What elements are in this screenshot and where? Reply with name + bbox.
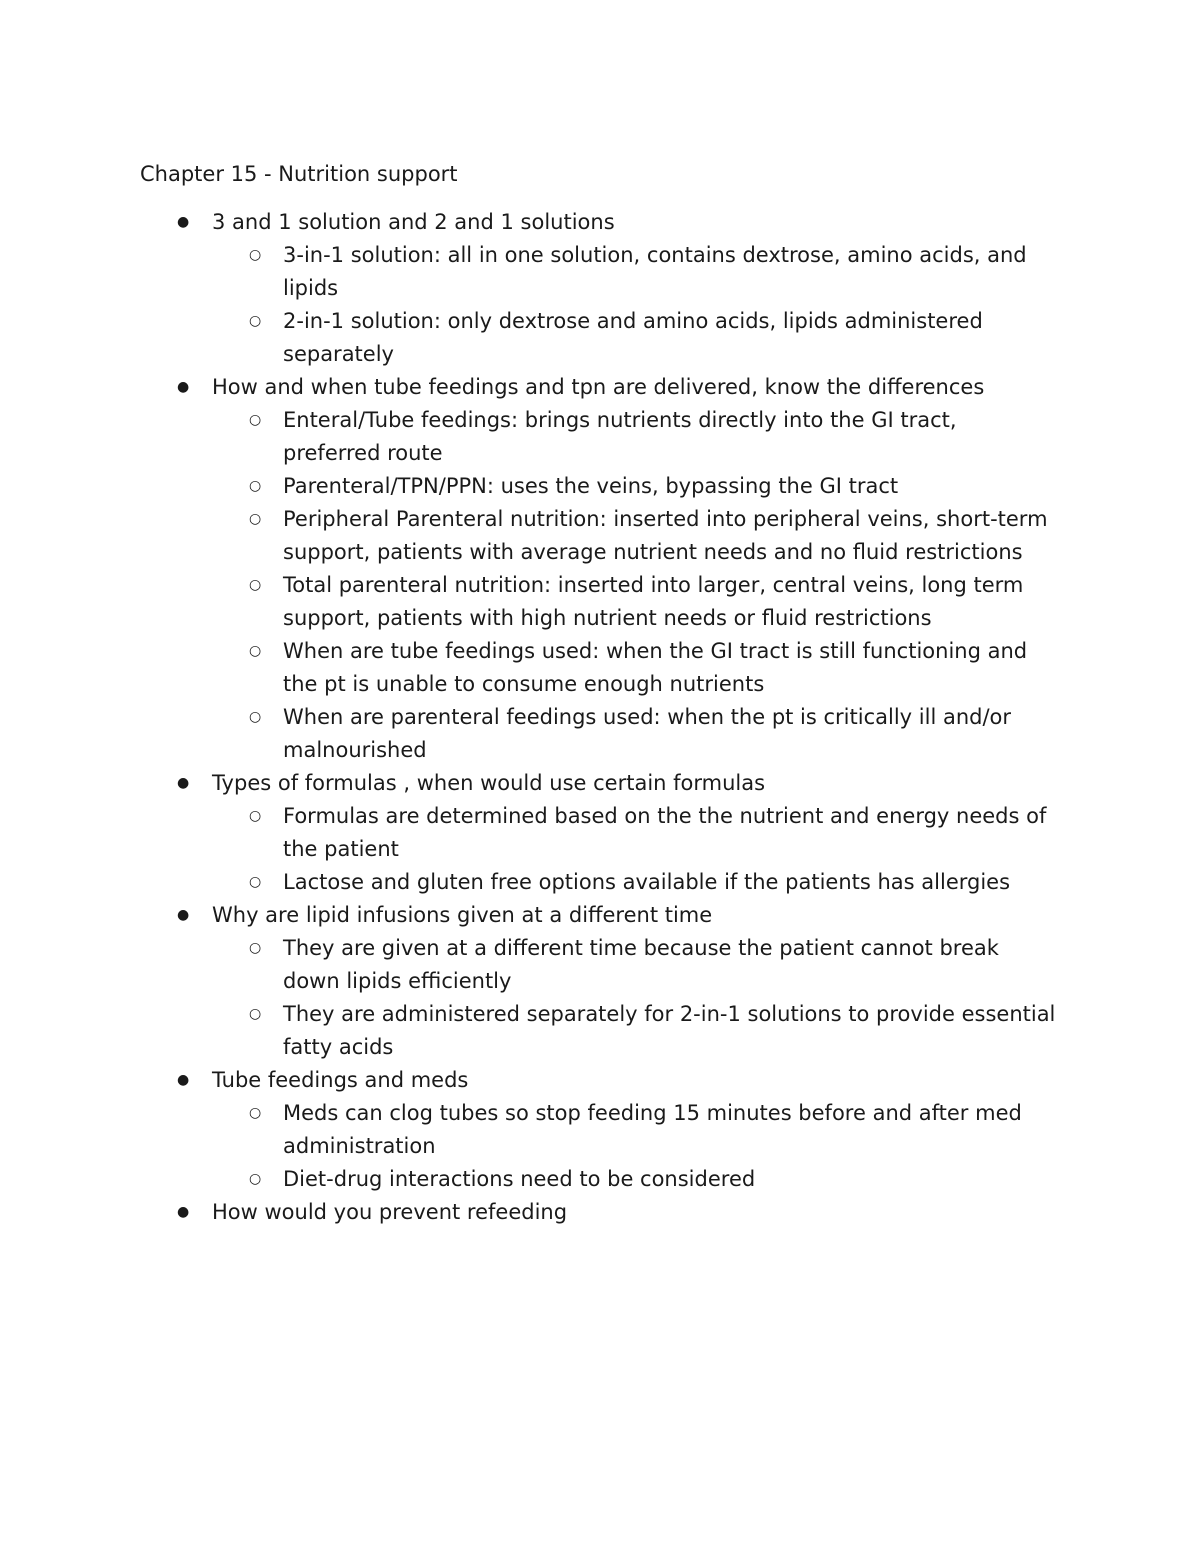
list-item [177, 767, 1060, 899]
hollow-bullet-icon: ○ [249, 313, 262, 329]
list-item-text: Tube feedings and meds [212, 1068, 469, 1092]
sub-list-item [249, 239, 1060, 305]
hollow-bullet-icon: ○ [249, 1105, 262, 1121]
list-item-text: How would you prevent refeeding [212, 1200, 568, 1224]
sub-list-item-text: Total parenteral nutrition: inserted into larger, central veins, long term support, patients with high nutrient needs or fluid restrictions [283, 573, 1024, 630]
filled-bullet-icon: ● [177, 1072, 190, 1088]
sub-list-item-text: Enteral/Tube feedings: brings nutrients directly into the GI tract, preferred route [283, 408, 957, 465]
sub-list-item-text: 2-in-1 solution: only dextrose and amino acids, lipids administered separately [283, 309, 983, 366]
hollow-bullet-icon: ○ [249, 577, 262, 593]
sub-list-item [249, 635, 1060, 701]
sub-list-item [249, 305, 1060, 371]
sub-list-item [249, 701, 1060, 767]
hollow-bullet-icon: ○ [249, 808, 262, 824]
sub-list-item [249, 404, 1060, 470]
sub-list [212, 800, 1060, 899]
sub-list-item-text: They are given at a different time because the patient cannot break down lipids efficiently [283, 936, 999, 993]
hollow-bullet-icon: ○ [249, 709, 262, 725]
sub-list [212, 239, 1060, 371]
sub-list-item-text: Parenteral/TPN/PPN: uses the veins, bypassing the GI tract [283, 474, 899, 498]
hollow-bullet-icon: ○ [249, 412, 262, 428]
list-item [177, 1196, 1060, 1229]
sub-list-item-text: Peripheral Parenteral nutrition: inserted into peripheral veins, short-term support, patients with average nutrient needs and no fluid restrictions [283, 507, 1048, 564]
document-page [140, 158, 1060, 1229]
sub-list-item-text: When are parenteral feedings used: when the pt is critically ill and/or malnourished [283, 705, 1012, 762]
filled-bullet-icon: ● [177, 907, 190, 923]
sub-list-item-text: Diet-drug interactions need to be considered [283, 1167, 756, 1191]
hollow-bullet-icon: ○ [249, 940, 262, 956]
sub-list [212, 404, 1060, 767]
filled-bullet-icon: ● [177, 775, 190, 791]
list-item [177, 1064, 1060, 1196]
list-item [177, 371, 1060, 767]
list-item-text: Types of formulas , when would use certain formulas [212, 771, 766, 795]
list-item-text: Why are lipid infusions given at a different time [212, 903, 713, 927]
hollow-bullet-icon: ○ [249, 643, 262, 659]
topic-list [140, 206, 1060, 1229]
sub-list [212, 932, 1060, 1064]
sub-list-item-text: When are tube feedings used: when the GI tract is still functioning and the pt is unable to consume enough nutrients [283, 639, 1028, 696]
page-title: Chapter 15 - Nutrition support [140, 162, 458, 186]
hollow-bullet-icon: ○ [249, 247, 262, 263]
sub-list-item [249, 932, 1060, 998]
sub-list-item-text: Lactose and gluten free options available if the patients has allergies [283, 870, 1011, 894]
sub-list-item-text: They are administered separately for 2-in-1 solutions to provide essential fatty acids [283, 1002, 1056, 1059]
list-item-text: How and when tube feedings and tpn are delivered, know the differences [212, 375, 985, 399]
sub-list-item-text: 3-in-1 solution: all in one solution, contains dextrose, amino acids, and lipids [283, 243, 1027, 300]
sub-list-item [249, 503, 1060, 569]
sub-list-item [249, 1163, 1060, 1196]
sub-list-item [249, 998, 1060, 1064]
list-item [177, 899, 1060, 1064]
sub-list-item [249, 1097, 1060, 1163]
hollow-bullet-icon: ○ [249, 874, 262, 890]
list-item [177, 206, 1060, 371]
sub-list-item [249, 569, 1060, 635]
sub-list-item-text: Meds can clog tubes so stop feeding 15 minutes before and after med administration [283, 1101, 1022, 1158]
filled-bullet-icon: ● [177, 214, 190, 230]
filled-bullet-icon: ● [177, 1204, 190, 1220]
sub-list [212, 1097, 1060, 1196]
hollow-bullet-icon: ○ [249, 1006, 262, 1022]
sub-list-item [249, 800, 1060, 866]
hollow-bullet-icon: ○ [249, 478, 262, 494]
list-item-text: 3 and 1 solution and 2 and 1 solutions [212, 210, 615, 234]
sub-list-item [249, 470, 1060, 503]
filled-bullet-icon: ● [177, 379, 190, 395]
hollow-bullet-icon: ○ [249, 1171, 262, 1187]
sub-list-item [249, 866, 1060, 899]
hollow-bullet-icon: ○ [249, 511, 262, 527]
sub-list-item-text: Formulas are determined based on the the nutrient and energy needs of the patient [283, 804, 1047, 861]
